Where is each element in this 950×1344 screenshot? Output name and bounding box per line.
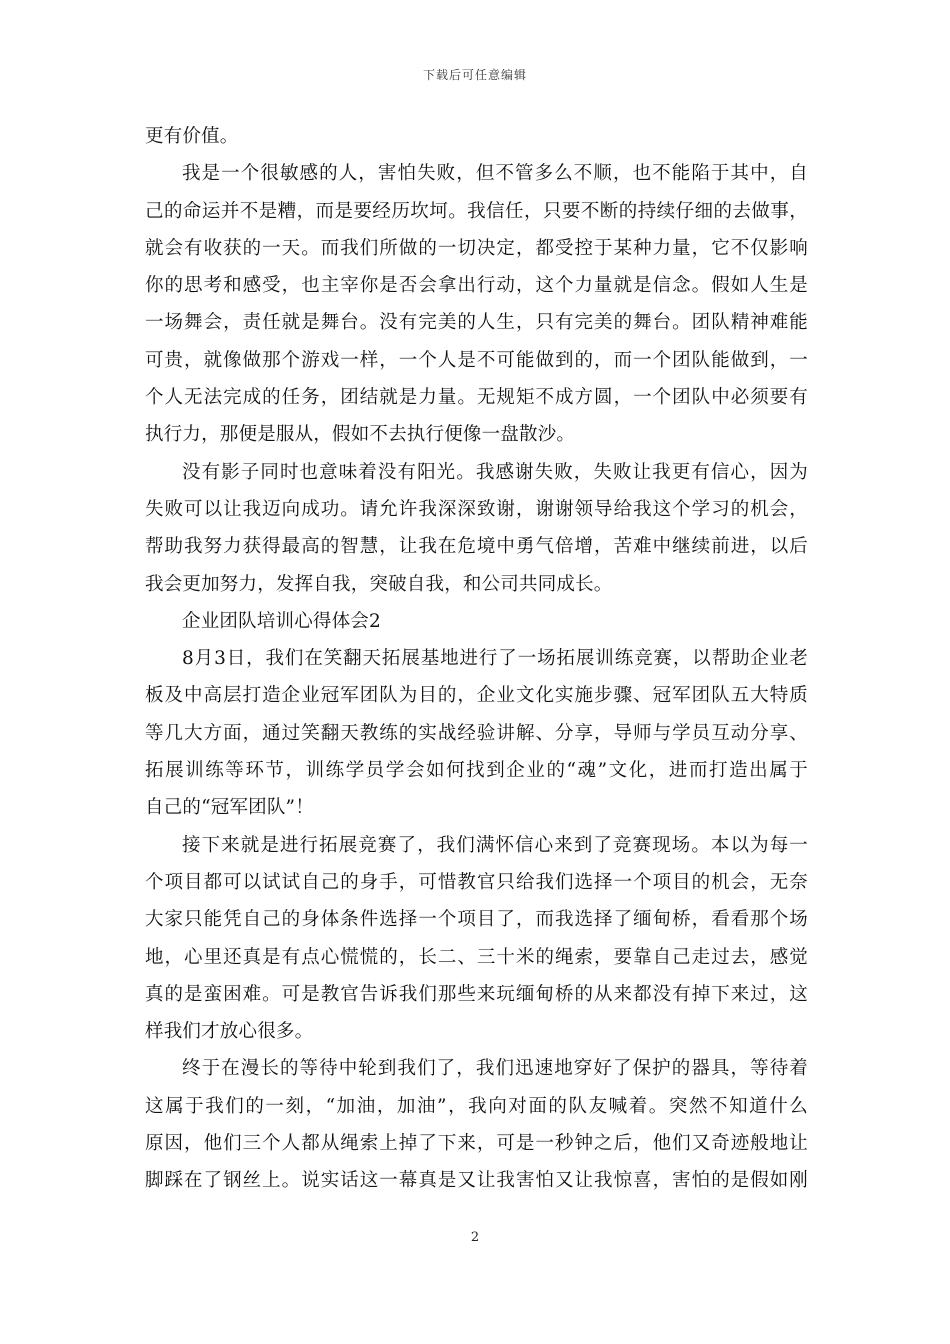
text-line: 失败可以让我迈向成功。请允许我深深致谢，谢谢领导给我这个学习的机会， [145, 498, 808, 520]
page-header: 下载后可任意编辑 [422, 68, 527, 82]
text-line: 真的是蛮困难。可是教官告诉我们那些来玩缅甸桥的从来都没有掉下来过，这 [145, 983, 808, 1005]
text-line: 我是一个很敏感的人，害怕失败，但不管多么不顺，也不能陷于其中，自 [182, 163, 808, 185]
text-line: 一场舞会，责任就是舞台。没有完美的人生，只有完美的舞台。团队精神难能 [145, 312, 808, 334]
text-line: 己的命运并不是糟，而是要经历坎坷。我信任，只要不断的持续仔细的去做事， [145, 200, 808, 222]
text-line: 个项目都可以试试自己的身手，可惜教官只给我们选择一个项目的机会，无奈 [145, 871, 808, 893]
text-line: 地，心里还真是有点心慌慌的，长二、三十米的绳索，要靠自己走过去，感觉 [145, 946, 808, 968]
text-line: 帮助我努力获得最高的智慧，让我在危境中勇气倍增，苦难中继续前进，以后 [145, 536, 808, 558]
text-line: 没有影子同时也意味着没有阳光。我感谢失败，失败让我更有信心，因为 [182, 461, 808, 483]
text-line: 等几大方面，通过笑翻天教练的实战经验讲解、分享，导师与学员互动分享、 [145, 722, 808, 744]
text-line: 更有价值。 [145, 126, 239, 147]
text-line: 就会有收获的一天。而我们所做的一切决定，都受控于某种力量，它不仅影响 [145, 237, 808, 259]
text-line: 你的思考和感受，也主宰你是否会拿出行动，这个力量就是信念。假如人生是 [145, 275, 808, 297]
text-line: 8月3日，我们在笑翻天拓展基地进行了一场拓展训练竞赛，以帮助企业老 [182, 648, 808, 670]
text-line: 我会更加努力，发挥自我，突破自我，和公司共同成长。 [145, 573, 613, 595]
text-line: 大家只能凭自己的身体条件选择一个项目了，而我选择了缅甸桥，看看那个场 [145, 909, 808, 931]
text-line: 执行力，那便是服从，假如不去执行便像一盘散沙。 [145, 424, 576, 446]
text-line: 可贵，就像做那个游戏一样，一个人是不可能做到的，而一个团队能做到，一 [145, 349, 808, 371]
page-number: 2 [470, 1230, 480, 1245]
text-line: 这属于我们的一刻，“加油，加油”，我向对面的队友喊着。突然不知道什么 [145, 1095, 808, 1117]
text-line: 脚踩在了钢丝上。说实话这一幕真是又让我害怕又让我惊喜，害怕的是假如刚 [145, 1170, 808, 1192]
text-line: 自己的“冠军团队”！ [145, 797, 314, 819]
text-line: 拓展训练等环节，训练学员学会如何找到企业的“魂”文化，进而打造出属于 [145, 760, 808, 782]
section-title: 企业团队培训心得体会2 [182, 610, 381, 632]
text-line: 样我们才放心很多。 [145, 1021, 314, 1043]
text-line: 个人无法完成的任务，团结就是力量。无规矩不成方圆，一个团队中必须要有 [145, 387, 808, 409]
text-line: 终于在漫长的等待中轮到我们了，我们迅速地穿好了保护的器具，等待着 [182, 1058, 808, 1080]
text-line: 原因，他们三个人都从绳索上掉了下来，可是一秒钟之后，他们又奇迹般地让 [145, 1133, 808, 1155]
text-line: 接下来就是进行拓展竞赛了，我们满怀信心来到了竞赛现场。本以为每一 [182, 834, 808, 856]
text-line: 板及中高层打造企业冠军团队为目的，企业文化实施步骤、冠军团队五大特质 [145, 685, 808, 707]
document-body [145, 118, 808, 1200]
